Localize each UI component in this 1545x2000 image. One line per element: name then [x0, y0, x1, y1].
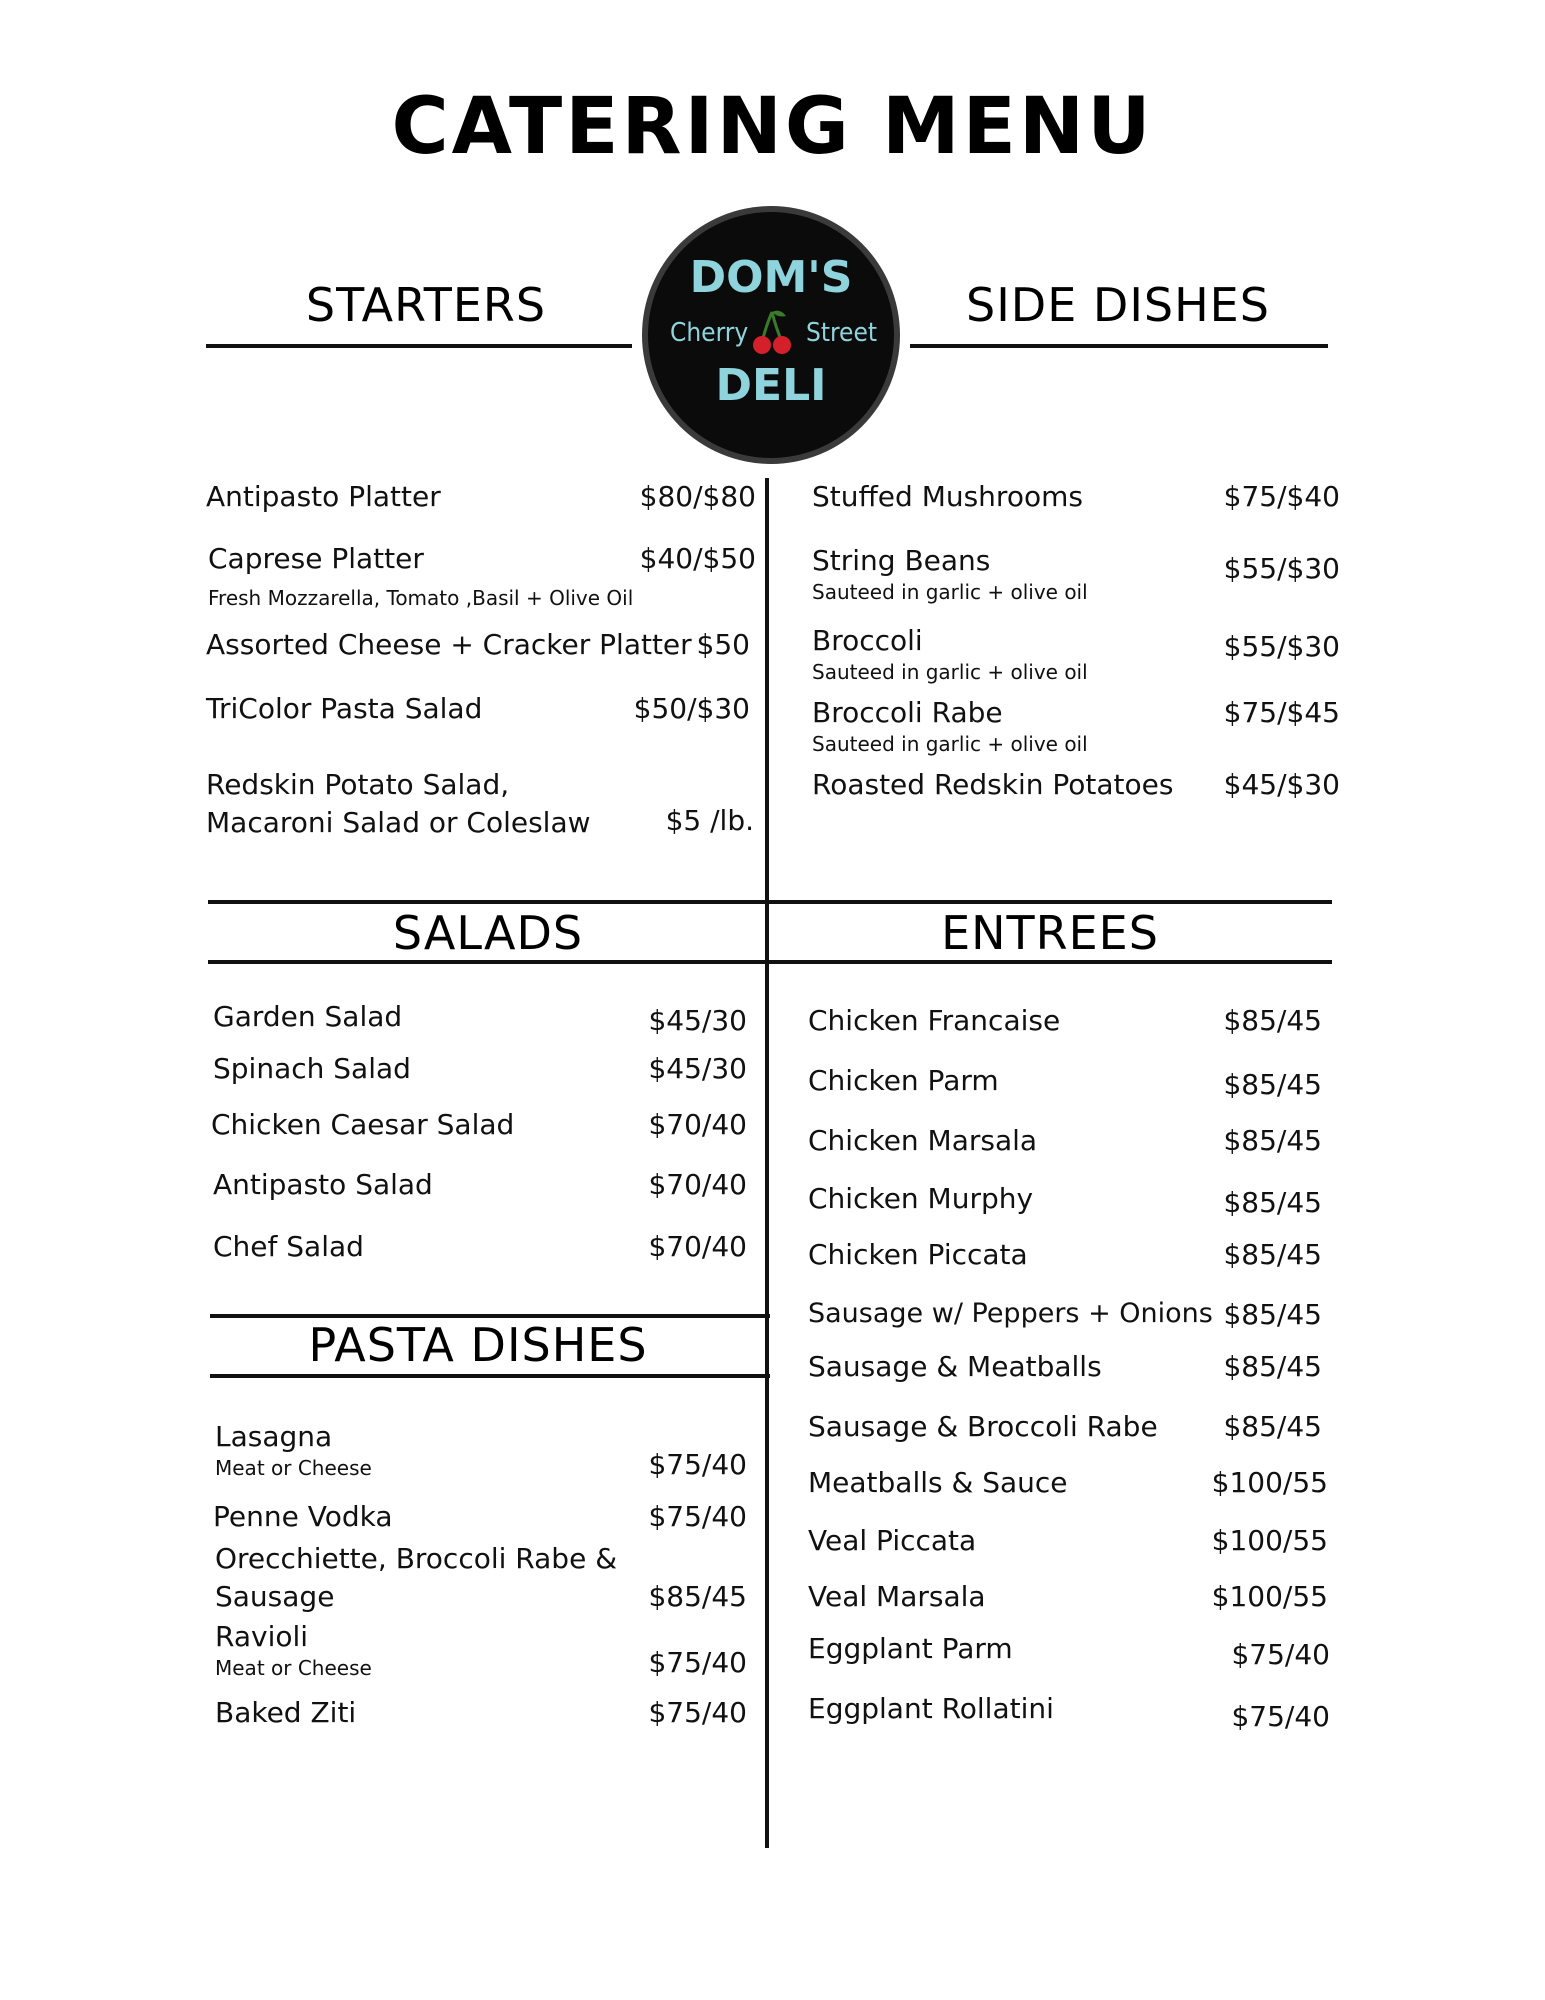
item-name: Caprese Platter	[208, 542, 424, 575]
item-price: $85/45	[1223, 1004, 1322, 1037]
item-price: $85/45	[1223, 1410, 1322, 1443]
item-name: Broccoli Rabe	[812, 696, 1003, 729]
item-name: Redskin Potato Salad,	[206, 768, 510, 801]
item-price: $85/45	[1223, 1238, 1322, 1271]
item-name: Antipasto Platter	[206, 480, 441, 513]
item-price: $85/45	[1223, 1350, 1322, 1383]
item-price: $85/45	[1223, 1298, 1322, 1331]
item-note: Sauteed in garlic + olive oil	[812, 732, 1088, 756]
item-price: $75/40	[1231, 1700, 1330, 1733]
item-name-line2: Macaroni Salad or Coleslaw	[206, 806, 591, 839]
item-price: $45/30	[648, 1052, 747, 1085]
item-name: Broccoli	[812, 624, 923, 657]
item-name: Spinach Salad	[213, 1052, 411, 1085]
item-name-line2: Sausage	[215, 1580, 335, 1613]
item-note: Meat or Cheese	[215, 1456, 372, 1480]
item-price: $75/40	[1231, 1638, 1330, 1671]
item-price: $100/55	[1211, 1580, 1328, 1613]
salads-entrees-bottom-rule	[208, 960, 1332, 964]
item-name: Baked Ziti	[215, 1696, 357, 1729]
item-name: Ravioli	[215, 1620, 309, 1653]
item-name: Eggplant Rollatini	[808, 1692, 1054, 1725]
item-name: String Beans	[812, 544, 991, 577]
starters-heading: STARTERS	[305, 278, 547, 332]
item-price: $70/40	[648, 1168, 747, 1201]
deli-logo	[648, 212, 894, 458]
item-price: $50/$30	[633, 692, 750, 725]
item-note: Fresh Mozzarella, Tomato ,Basil + Olive Oil	[208, 586, 634, 610]
item-name: Stuffed Mushrooms	[812, 480, 1083, 513]
item-price: $75/40	[648, 1500, 747, 1533]
item-note: Sauteed in garlic + olive oil	[812, 580, 1088, 604]
item-name: Chicken Parm	[808, 1064, 999, 1097]
pasta-bottom-rule	[210, 1374, 770, 1378]
item-price: $80/$80	[639, 480, 756, 513]
item-name: Chicken Piccata	[808, 1238, 1028, 1271]
item-price: $75/40	[648, 1696, 747, 1729]
item-price: $75/$45	[1223, 696, 1340, 729]
item-name: Veal Marsala	[808, 1580, 986, 1613]
item-price: $45/$30	[1223, 768, 1340, 801]
item-name: Garden Salad	[213, 1000, 403, 1033]
item-name: Antipasto Salad	[213, 1168, 433, 1201]
item-price: $70/40	[648, 1230, 747, 1263]
item-name: Lasagna	[215, 1420, 333, 1453]
item-price: $45/30	[648, 1004, 747, 1037]
item-price: $85/45	[1223, 1068, 1322, 1101]
item-price: $75/40	[648, 1448, 747, 1481]
salads-heading: SALADS	[392, 906, 584, 960]
item-price: $50	[696, 628, 750, 661]
item-price: $100/55	[1211, 1524, 1328, 1557]
logo-line1: DOM'S	[689, 252, 853, 303]
item-name: Orecchiette, Broccoli Rabe &	[215, 1542, 618, 1575]
center-divider	[765, 478, 769, 1848]
item-price: $40/$50	[639, 542, 756, 575]
item-price: $85/45	[648, 1580, 747, 1613]
item-name: Chicken Marsala	[808, 1124, 1038, 1157]
side-dishes-heading: SIDE DISHES	[966, 278, 1270, 332]
item-name: Chicken Caesar Salad	[211, 1108, 515, 1141]
starters-rule	[206, 344, 632, 348]
salads-entrees-top-rule	[208, 900, 1332, 904]
item-price: $55/$30	[1223, 552, 1340, 585]
item-name: TriColor Pasta Salad	[206, 692, 483, 725]
logo-line2: DELI	[715, 360, 827, 411]
logo-left: Cherry	[670, 318, 749, 348]
item-name: Chicken Murphy	[808, 1182, 1034, 1215]
item-name: Chef Salad	[213, 1230, 364, 1263]
item-price: $75/$40	[1223, 480, 1340, 513]
item-name: Penne Vodka	[213, 1500, 393, 1533]
item-name: Chicken Francaise	[808, 1004, 1061, 1037]
item-name: Eggplant Parm	[808, 1632, 1013, 1665]
entrees-heading: ENTREES	[941, 906, 1159, 960]
item-name: Sausage & Meatballs	[808, 1350, 1102, 1383]
pasta-heading: PASTA DISHES	[308, 1318, 648, 1372]
item-name: Sausage w/ Peppers + Onions	[808, 1298, 1213, 1329]
item-price: $55/$30	[1223, 630, 1340, 663]
item-note: Meat or Cheese	[215, 1656, 372, 1680]
item-price: $85/45	[1223, 1124, 1322, 1157]
cherry-icon	[752, 308, 792, 356]
page-title: CATERING MENU	[391, 82, 1154, 172]
side-dishes-rule	[910, 344, 1328, 348]
item-name: Roasted Redskin Potatoes	[812, 768, 1174, 801]
item-name: Assorted Cheese + Cracker Platter	[206, 628, 692, 661]
item-price: $75/40	[648, 1646, 747, 1679]
item-name: Veal Piccata	[808, 1524, 977, 1557]
logo-right: Street	[806, 318, 878, 348]
item-price: $85/45	[1223, 1186, 1322, 1219]
item-name: Meatballs & Sauce	[808, 1466, 1068, 1499]
item-price: $100/55	[1211, 1466, 1328, 1499]
item-price: $70/40	[648, 1108, 747, 1141]
item-name: Sausage & Broccoli Rabe	[808, 1410, 1158, 1443]
item-note: Sauteed in garlic + olive oil	[812, 660, 1088, 684]
item-price: $5 /lb.	[665, 804, 754, 837]
